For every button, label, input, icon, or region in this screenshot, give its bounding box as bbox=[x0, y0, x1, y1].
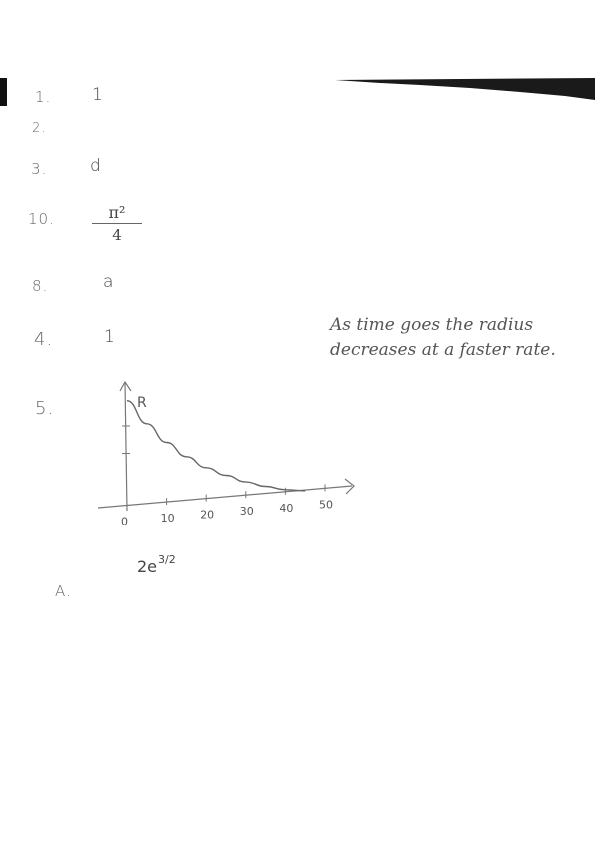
question-number: 4. bbox=[34, 329, 54, 350]
question-number: 1. bbox=[35, 88, 52, 106]
fraction-bar bbox=[92, 223, 142, 224]
question-number: 10. bbox=[28, 210, 55, 228]
x-axis bbox=[98, 486, 352, 508]
exponent-base: 2e bbox=[137, 557, 158, 576]
y-axis bbox=[125, 383, 127, 511]
answer-value: 1 bbox=[104, 327, 115, 347]
radius-decay-graph bbox=[90, 375, 360, 525]
answer-value: d bbox=[90, 156, 101, 176]
x-tick-label: 20 bbox=[200, 508, 215, 522]
y-axis-label: R bbox=[137, 395, 147, 411]
note-line: As time goes the radius bbox=[330, 315, 534, 335]
question-number: A. bbox=[55, 582, 72, 600]
answer-value: a bbox=[103, 272, 114, 292]
note-line: decreases at a faster rate. bbox=[330, 340, 556, 360]
x-tick-label: 50 bbox=[319, 498, 333, 512]
question-number: 8. bbox=[32, 277, 49, 295]
x-tick-label: 0 bbox=[121, 515, 128, 525]
question-number: 2. bbox=[32, 121, 47, 136]
exponent-power: 3/2 bbox=[158, 553, 176, 566]
scan-shadow-top bbox=[0, 0, 595, 100]
x-tick-label: 30 bbox=[239, 505, 254, 519]
series-line bbox=[127, 401, 305, 491]
exponential-answer bbox=[137, 553, 176, 576]
question-number: 5. bbox=[35, 398, 55, 419]
question-number: 3. bbox=[31, 160, 48, 178]
fraction-denominator: 4 bbox=[112, 226, 122, 244]
scan-shadow-left bbox=[0, 78, 7, 106]
fraction-answer bbox=[92, 203, 142, 244]
x-tick-label: 40 bbox=[279, 501, 294, 515]
typed-note bbox=[330, 313, 580, 363]
x-tick-label: 10 bbox=[160, 512, 175, 525]
answer-value: 1 bbox=[92, 85, 103, 105]
fraction-numerator: π² bbox=[108, 203, 126, 222]
